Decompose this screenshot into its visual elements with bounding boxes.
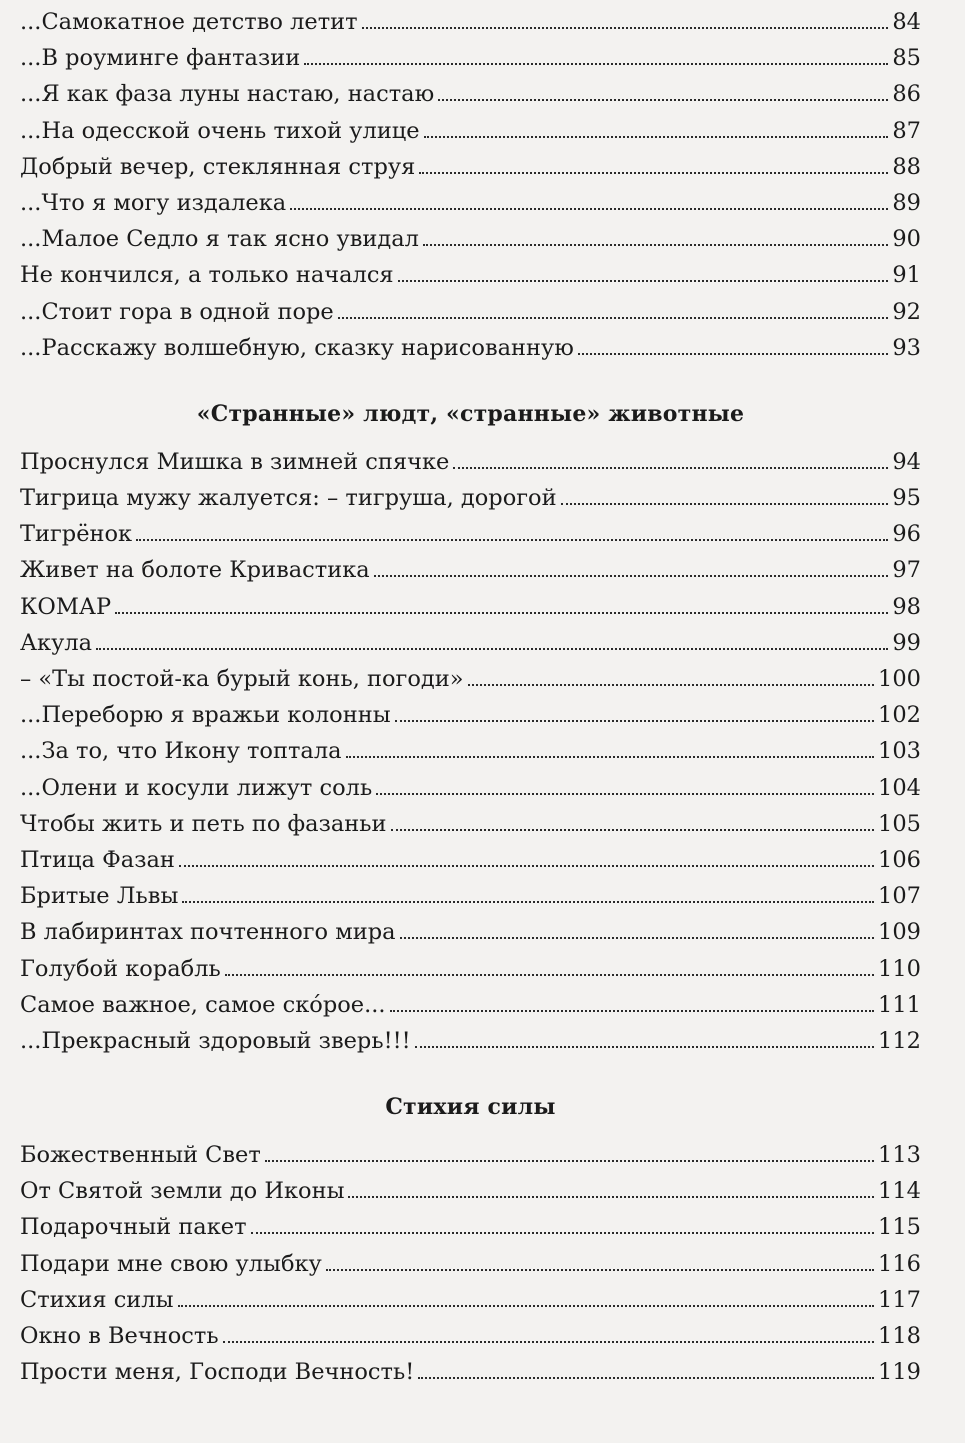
entry-title: Подари мне свою улыбку xyxy=(20,1250,322,1277)
entry-page-number: 110 xyxy=(878,955,921,982)
entry-title: Не кончился, а только начался xyxy=(20,262,394,289)
toc-entry xyxy=(20,480,921,516)
entry-title: Чтобы жить и петь по фазаньи xyxy=(20,810,387,837)
dot-leader xyxy=(115,612,888,614)
entry-title: ...Малое Седло я так ясно увидал xyxy=(20,226,419,253)
toc-entry xyxy=(20,113,921,149)
dot-leader xyxy=(251,1232,874,1234)
entry-page-number: 92 xyxy=(892,298,921,325)
entry-title: ...За то, что Икону топтала xyxy=(20,738,342,765)
entry-title: ...Самокатное детство летит xyxy=(20,9,358,35)
toc-entry xyxy=(20,185,921,221)
entry-page-number: 117 xyxy=(878,1286,921,1313)
entry-title: Проснулся Мишка в зимней спячке xyxy=(20,448,450,475)
entry-page-number: 94 xyxy=(892,448,921,475)
dot-leader xyxy=(362,27,889,29)
toc-entry xyxy=(20,1318,921,1354)
entry-page-number: 114 xyxy=(878,1178,921,1205)
toc-entry xyxy=(20,76,921,112)
toc-entry xyxy=(20,661,921,697)
toc-entry xyxy=(20,1209,921,1245)
dot-leader xyxy=(304,63,888,65)
entry-page-number: 103 xyxy=(878,738,921,765)
entry-title: ...Расскажу волшебную, сказку нарисованную xyxy=(20,334,574,361)
entry-page-number: 86 xyxy=(892,81,921,108)
entry-page-number: 87 xyxy=(892,117,921,144)
toc-entry xyxy=(20,4,921,40)
entry-title: Тигрица мужу жалуется: – тигруша, дорогой xyxy=(20,485,557,512)
entry-title: ...Переборю я вражьи колонны xyxy=(20,702,391,729)
entry-page-number: 112 xyxy=(878,1027,921,1054)
dot-leader xyxy=(348,1196,874,1198)
entry-page-number: 100 xyxy=(878,666,921,692)
toc-list xyxy=(20,1137,921,1390)
toc-entry xyxy=(20,625,921,661)
toc-entry xyxy=(20,516,921,552)
dot-leader xyxy=(415,1046,874,1048)
dot-leader xyxy=(424,136,889,138)
toc-entry xyxy=(20,1354,921,1390)
entry-page-number: 98 xyxy=(892,593,921,620)
entry-page-number: 115 xyxy=(878,1214,921,1241)
section-heading: Стихия силы xyxy=(385,1094,556,1121)
entry-page-number: 109 xyxy=(878,919,921,946)
entry-title: Добрый вечер, стеклянная струя xyxy=(20,153,416,180)
entry-title: ...В роуминге фантазии xyxy=(20,45,301,72)
toc-entry xyxy=(20,330,921,366)
toc-list xyxy=(20,4,921,366)
entry-page-number: 104 xyxy=(878,774,921,801)
dot-leader xyxy=(223,1341,874,1343)
entry-page-number: 91 xyxy=(892,262,921,289)
entry-title: ...Я как фаза луны настаю, настаю xyxy=(20,81,435,108)
entry-page-number: 107 xyxy=(878,883,921,910)
entry-title: Самое важное, самое скóрое... xyxy=(20,991,386,1018)
entry-title: Тигрёнок xyxy=(20,521,133,548)
toc-entry xyxy=(20,1173,921,1209)
toc-entry xyxy=(20,552,921,588)
entry-page-number: 113 xyxy=(878,1142,921,1169)
entry-page-number: 96 xyxy=(892,521,921,548)
entry-page-number: 116 xyxy=(878,1250,921,1277)
entry-title: Птица Фазан xyxy=(20,846,175,873)
dot-leader xyxy=(346,756,875,758)
toc-entry xyxy=(20,770,921,806)
toc-entry xyxy=(20,221,921,257)
entry-page-number: 105 xyxy=(878,810,921,837)
toc-entry xyxy=(20,589,921,625)
dot-leader xyxy=(453,467,888,469)
entry-page-number: 85 xyxy=(892,45,921,72)
dot-leader xyxy=(423,244,888,246)
toc-entry xyxy=(20,1137,921,1173)
entry-page-number: 111 xyxy=(878,991,921,1018)
entry-title: ...Стоит гора в одной поре xyxy=(20,298,334,325)
dot-leader xyxy=(419,172,888,174)
dot-leader xyxy=(178,1305,875,1307)
entry-title: ...Прекрасный здоровый зверь!!! xyxy=(20,1027,411,1054)
entry-title: Подарочный пакет xyxy=(20,1214,247,1241)
toc-entry xyxy=(20,149,921,185)
entry-title: Акула xyxy=(20,629,93,656)
entry-page-number: 88 xyxy=(892,153,921,180)
entry-title: ...На одесской очень тихой улице xyxy=(20,117,420,144)
entry-page-number: 89 xyxy=(892,189,921,216)
entry-title: Окно в Вечность xyxy=(20,1323,219,1349)
toc-entry xyxy=(20,914,921,950)
entry-title: – «Ты постой-ка бурый конь, погоди» xyxy=(20,666,464,692)
toc-entry xyxy=(20,257,921,293)
entry-title: Прости меня, Господи Вечность! xyxy=(20,1359,415,1386)
toc-entry xyxy=(20,1282,921,1318)
entry-title: От Святой земли до Иконы xyxy=(20,1178,345,1205)
dot-leader xyxy=(374,575,889,577)
entry-title: Стихия силы xyxy=(20,1286,174,1313)
entry-title: ...Что я могу издалека xyxy=(20,189,287,216)
entry-title: КОМАР xyxy=(20,593,112,620)
toc-entry xyxy=(20,40,921,76)
entry-title: ...Олени и косули лижут соль xyxy=(20,774,373,801)
dot-leader xyxy=(400,937,874,939)
entry-title: Живет на болоте Кривастика xyxy=(20,557,370,584)
dot-leader xyxy=(338,317,889,319)
toc-entry xyxy=(20,1023,921,1059)
dot-leader xyxy=(182,901,874,903)
dot-leader xyxy=(391,829,875,831)
entry-title: Божественный Свет xyxy=(20,1142,261,1169)
entry-page-number: 102 xyxy=(878,702,921,729)
toc-section-element-of-power xyxy=(20,1093,921,1390)
entry-page-number: 118 xyxy=(878,1323,921,1349)
entry-title: Бритые Львы xyxy=(20,883,179,910)
dot-leader xyxy=(96,648,888,650)
dot-leader xyxy=(326,1269,874,1271)
toc-entry xyxy=(20,987,921,1023)
dot-leader xyxy=(468,684,875,686)
entry-title: В лабиринтах почтенного мира xyxy=(20,919,396,946)
toc-section-strange-people-animals xyxy=(20,400,921,1059)
dot-leader xyxy=(225,974,874,976)
toc-entry xyxy=(20,733,921,769)
dot-leader xyxy=(398,280,889,282)
section-heading: «Странные» людт, «странные» животные xyxy=(196,400,745,427)
entry-page-number: 99 xyxy=(892,629,921,656)
toc-entry xyxy=(20,1246,921,1282)
dot-leader xyxy=(136,539,888,541)
dot-leader xyxy=(179,865,874,867)
dot-leader xyxy=(438,99,888,101)
toc-entry xyxy=(20,697,921,733)
entry-page-number: 97 xyxy=(892,557,921,584)
toc-entry xyxy=(20,842,921,878)
dot-leader xyxy=(390,1010,874,1012)
entry-page-number: 90 xyxy=(892,226,921,253)
dot-leader xyxy=(561,503,889,505)
entry-title: Голубой корабль xyxy=(20,955,221,982)
dot-leader xyxy=(265,1160,874,1162)
toc-entry xyxy=(20,806,921,842)
toc-entry xyxy=(20,878,921,914)
toc-entry xyxy=(20,951,921,987)
dot-leader xyxy=(418,1377,874,1379)
toc-entry xyxy=(20,294,921,330)
toc-section-continued xyxy=(20,4,921,366)
dot-leader xyxy=(578,353,889,355)
entry-page-number: 95 xyxy=(892,485,921,512)
dot-leader xyxy=(395,720,874,722)
entry-page-number: 93 xyxy=(892,334,921,361)
toc-list xyxy=(20,444,921,1059)
entry-page-number: 84 xyxy=(892,9,921,35)
entry-page-number: 106 xyxy=(878,846,921,873)
toc-entry xyxy=(20,444,921,480)
dot-leader xyxy=(290,208,888,210)
entry-page-number: 119 xyxy=(878,1359,921,1386)
dot-leader xyxy=(376,793,874,795)
